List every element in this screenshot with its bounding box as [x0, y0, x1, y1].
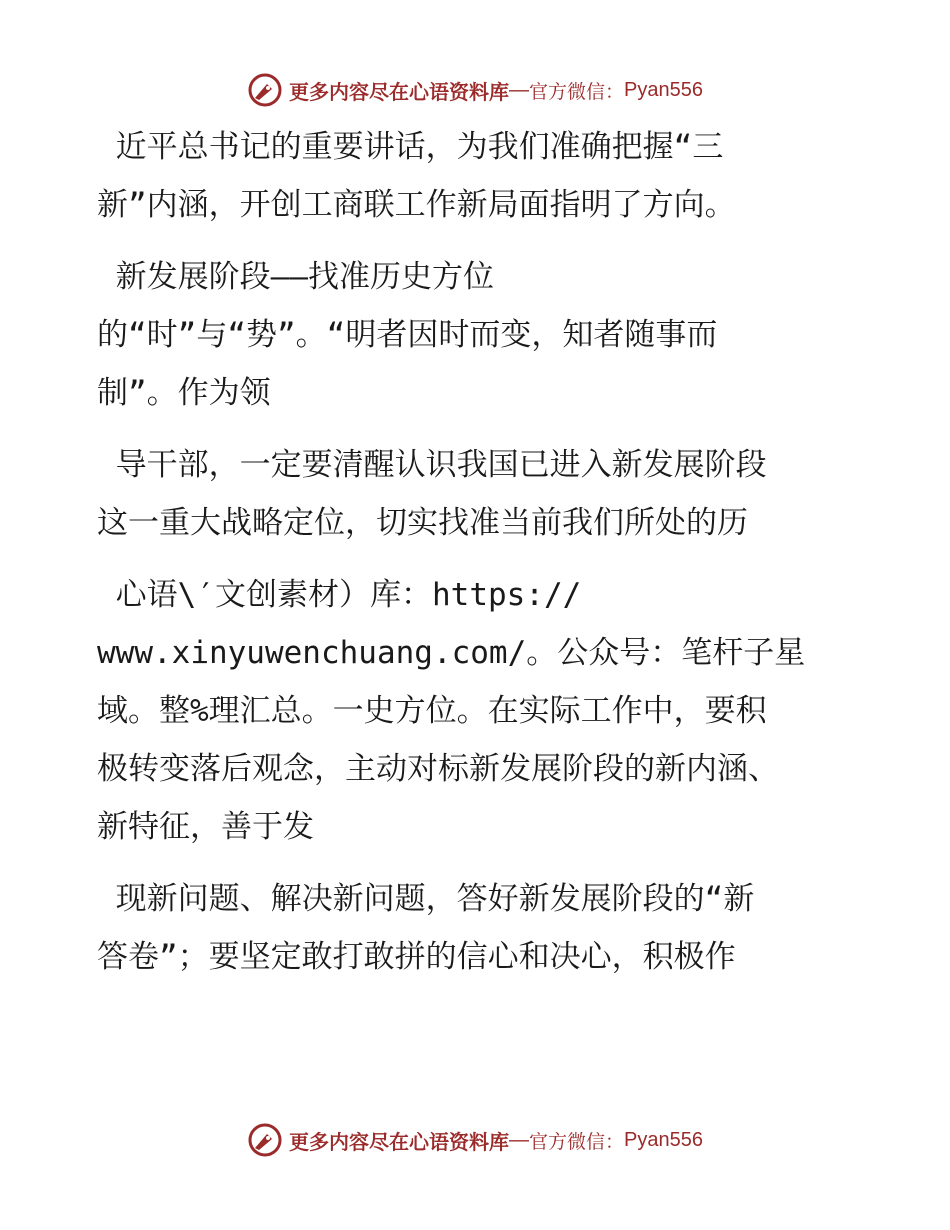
paragraph-1 [97, 118, 867, 234]
footer-dash: — [509, 1128, 529, 1151]
paragraph-5 [97, 870, 867, 986]
text-line: 现新问题、解决新问题，答好新发展阶段的“新 [97, 881, 755, 917]
text-line: 制”。作为领 [97, 375, 271, 411]
text-line: 新”内涵，开创工商联工作新局面指明了方向。 [97, 187, 736, 223]
pen-nib-logo-icon [247, 1122, 283, 1158]
text-line: 这一重大战略定位，切实找准当前我们所处的历 [97, 505, 748, 541]
text-line: 心语\′文创素材）库：https:// [97, 577, 582, 613]
text-line: 新发展阶段——找准历史方位 [97, 259, 494, 295]
text-line: 新特征，善于发 [97, 809, 314, 845]
text-line: 域。整%理汇总。一史方位。在实际工作中，要积 [97, 693, 767, 729]
footer-wechat-label: 官方微信： [529, 1130, 625, 1153]
document-body [97, 118, 867, 986]
text-line: 导干部，一定要清醒认识我国已进入新发展阶段 [97, 447, 767, 483]
text-line: 近平总书记的重要讲话，为我们准确把握“三 [97, 129, 724, 165]
text-line: 的“时”与“势”。“明者因时而变，知者随事而 [97, 317, 718, 353]
pen-nib-logo-icon [247, 72, 283, 108]
text-line: 极转变落后观念，主动对标新发展阶段的新内涵、 [97, 751, 779, 787]
footer-wechat-id: Pyan556 [624, 1128, 703, 1151]
paragraph-4 [97, 566, 867, 856]
footer-banner [0, 1120, 950, 1160]
paragraph-3 [97, 436, 867, 552]
paragraph-2 [97, 248, 867, 422]
header-dash: — [509, 78, 529, 101]
header-wechat-label: 官方微信： [529, 80, 625, 103]
text-line: www.xinyuwenchuang.com/。公众号：笔杆子星 [97, 635, 806, 671]
header-site-text: 更多内容尽在心语资料库 [289, 79, 509, 104]
header-banner [0, 70, 950, 110]
text-line: 答卷”；要坚定敢打敢拼的信心和决心，积极作 [97, 939, 736, 975]
footer-site-text: 更多内容尽在心语资料库 [289, 1129, 509, 1154]
header-wechat-id: Pyan556 [624, 78, 703, 101]
